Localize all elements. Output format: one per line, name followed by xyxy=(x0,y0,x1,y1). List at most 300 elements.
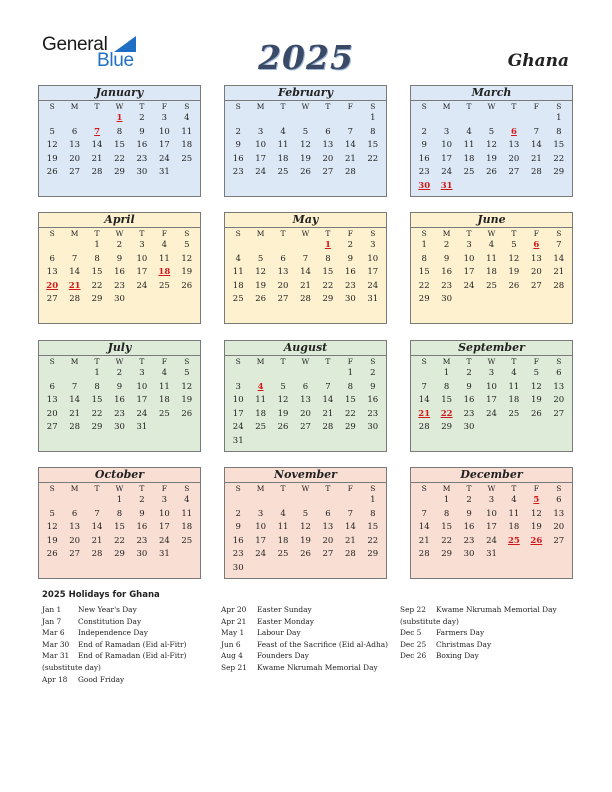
day-blank xyxy=(525,112,547,126)
day-blank xyxy=(339,112,361,126)
day-cell: 1 xyxy=(443,368,450,378)
day-cell: 1 xyxy=(370,495,376,505)
day-cell: 5 xyxy=(184,368,190,378)
day-cell: 1 xyxy=(443,495,450,505)
day-blank xyxy=(272,239,294,253)
day-cell: 17 xyxy=(158,140,170,151)
day-cell: 27 xyxy=(69,167,81,178)
month-february xyxy=(224,85,387,197)
day-cell: 9 xyxy=(116,253,123,264)
month-january xyxy=(38,85,201,197)
day-grid xyxy=(225,356,386,449)
weekday-header: T xyxy=(139,229,145,238)
day-cell: 30 xyxy=(463,422,475,433)
holiday-date: Mar 31 xyxy=(42,651,70,661)
holiday-day: 18 xyxy=(158,267,171,278)
weekday-header: T xyxy=(325,357,331,366)
day-cell: 5 xyxy=(49,126,55,137)
day-cell: 12 xyxy=(300,522,311,533)
day-cell: 23 xyxy=(232,167,244,178)
day-cell: 9 xyxy=(443,253,450,264)
day-cell: 11 xyxy=(158,381,170,392)
day-cell: 13 xyxy=(69,140,81,151)
month-may xyxy=(224,212,387,324)
day-cell: 17 xyxy=(486,395,497,406)
holiday-name: Kwame Nkrumah Memorial Day xyxy=(257,662,378,672)
day-cell: 17 xyxy=(158,522,170,533)
weekday-header: S xyxy=(556,357,562,366)
day-cell: 25 xyxy=(486,280,497,291)
weekday-header: S xyxy=(49,102,55,111)
weekday-header: M xyxy=(256,229,265,238)
day-cell: 5 xyxy=(302,508,309,519)
day-cell: 8 xyxy=(421,253,427,264)
day-cell: 14 xyxy=(69,267,81,278)
month-name: January xyxy=(95,86,144,99)
day-cell: 25 xyxy=(463,167,475,178)
day-cell: 26 xyxy=(508,280,520,291)
day-blank xyxy=(503,112,525,126)
day-cell: 16 xyxy=(114,267,125,278)
holiday-name: Labour Day xyxy=(257,628,301,638)
day-cell: 30 xyxy=(441,294,453,305)
day-blank xyxy=(317,112,339,126)
day-cell: 14 xyxy=(91,140,103,151)
day-cell: 23 xyxy=(463,535,475,546)
day-cell: 16 xyxy=(344,267,356,278)
day-blank xyxy=(63,239,85,253)
day-cell: 26 xyxy=(46,167,58,178)
month-august xyxy=(224,340,387,452)
day-cell: 6 xyxy=(71,126,78,137)
day-cell: 4 xyxy=(488,240,495,250)
day-cell: 7 xyxy=(71,253,78,264)
holiday-day: 22 xyxy=(440,408,453,419)
day-cell: 10 xyxy=(255,140,267,151)
holidays-title: 2025 Holidays for Ghana xyxy=(42,590,160,600)
day-cell: 13 xyxy=(322,522,334,533)
weekday-header: F xyxy=(347,484,353,493)
day-cell: 15 xyxy=(322,267,334,278)
day-cell: 12 xyxy=(181,253,193,264)
weekday-header: S xyxy=(235,484,241,493)
day-cell: 14 xyxy=(91,522,103,533)
weekday-header: W xyxy=(115,102,124,111)
day-cell: 15 xyxy=(91,395,103,406)
weekday-header: S xyxy=(421,484,427,493)
day-cell: 23 xyxy=(344,280,356,291)
day-cell: 19 xyxy=(46,153,58,164)
day-cell: 9 xyxy=(370,381,376,392)
holiday-note: (substitute day) xyxy=(400,616,459,626)
day-blank xyxy=(294,494,316,508)
day-cell: 19 xyxy=(300,535,311,546)
weekday-header: T xyxy=(466,102,472,111)
day-cell: 28 xyxy=(91,167,103,178)
day-cell: 24 xyxy=(158,535,170,546)
day-cell: 18 xyxy=(508,395,520,406)
day-blank xyxy=(227,112,249,126)
day-cell: 9 xyxy=(421,140,427,151)
day-cell: 21 xyxy=(322,408,334,419)
month-september xyxy=(410,340,573,452)
month-name: June xyxy=(477,213,506,226)
day-cell: 9 xyxy=(347,253,354,264)
day-cell: 9 xyxy=(235,522,241,533)
weekday-header: T xyxy=(511,229,517,238)
day-cell: 16 xyxy=(232,535,244,546)
day-cell: 3 xyxy=(257,126,264,137)
day-cell: 23 xyxy=(367,408,379,419)
day-cell: 30 xyxy=(463,549,475,560)
day-cell: 12 xyxy=(46,140,58,151)
holiday-date: Jun 6 xyxy=(221,639,241,649)
day-cell: 18 xyxy=(463,153,475,164)
holiday-date: Jan 7 xyxy=(42,616,62,626)
day-cell: 1 xyxy=(116,495,123,505)
day-blank xyxy=(272,494,294,508)
day-cell: 28 xyxy=(322,422,334,433)
day-cell: 24 xyxy=(158,153,170,164)
day-cell: 9 xyxy=(139,126,145,137)
day-cell: 4 xyxy=(511,368,517,378)
calendar-year: 2025 xyxy=(258,38,354,77)
day-blank xyxy=(294,112,316,126)
weekday-header: S xyxy=(421,357,427,366)
day-cell: 2 xyxy=(466,368,472,378)
day-cell: 4 xyxy=(161,240,168,250)
day-cell: 15 xyxy=(114,522,125,533)
day-cell: 6 xyxy=(302,381,309,392)
day-blank xyxy=(227,494,249,508)
day-cell: 5 xyxy=(280,381,286,392)
day-cell: 16 xyxy=(136,140,148,151)
day-cell: 22 xyxy=(553,153,565,164)
day-cell: 15 xyxy=(441,395,453,406)
day-cell: 27 xyxy=(300,422,311,433)
day-cell: 12 xyxy=(508,253,520,264)
day-blank xyxy=(413,367,435,381)
day-cell: 22 xyxy=(367,535,379,546)
day-cell: 7 xyxy=(421,508,427,519)
day-cell: 15 xyxy=(441,522,453,533)
holiday-date: Apr 18 xyxy=(42,674,68,684)
day-cell: 23 xyxy=(114,280,125,291)
holiday-date: Sep 22 xyxy=(400,605,426,614)
day-cell: 11 xyxy=(181,126,193,137)
day-cell: 20 xyxy=(508,153,520,164)
day-cell: 16 xyxy=(463,522,475,533)
weekday-header: T xyxy=(94,229,100,238)
day-cell: 17 xyxy=(367,267,379,278)
weekday-header: S xyxy=(370,102,376,111)
day-cell: 22 xyxy=(322,280,334,291)
day-cell: 27 xyxy=(46,294,58,305)
day-blank xyxy=(249,239,271,253)
day-cell: 12 xyxy=(181,381,193,392)
day-cell: 26 xyxy=(486,167,497,178)
day-cell: 8 xyxy=(94,381,100,392)
day-cell: 24 xyxy=(136,408,148,419)
day-cell: 12 xyxy=(530,508,542,519)
weekday-header: T xyxy=(466,229,472,238)
day-cell: 24 xyxy=(486,408,497,419)
day-cell: 29 xyxy=(322,294,334,305)
day-cell: 3 xyxy=(139,240,145,250)
weekday-header: M xyxy=(70,102,79,111)
day-grid xyxy=(411,483,572,562)
holiday-date: Jan 1 xyxy=(42,605,62,614)
holiday-day: 6 xyxy=(510,126,517,137)
day-cell: 23 xyxy=(232,549,244,560)
day-cell: 17 xyxy=(255,153,267,164)
day-cell: 11 xyxy=(181,508,193,519)
day-cell: 23 xyxy=(136,153,148,164)
day-cell: 4 xyxy=(466,126,472,137)
day-cell: 3 xyxy=(235,381,241,392)
day-cell: 7 xyxy=(302,253,309,264)
holiday-date: Mar 30 xyxy=(42,639,70,649)
holiday-name: Independence Day xyxy=(78,628,148,638)
weekday-header: S xyxy=(556,229,562,238)
day-cell: 22 xyxy=(114,153,125,164)
generalblue-logo xyxy=(42,34,142,74)
day-cell: 2 xyxy=(116,368,123,378)
day-cell: 28 xyxy=(344,549,356,560)
day-grid xyxy=(225,228,386,307)
day-cell: 13 xyxy=(530,253,542,264)
weekday-header: T xyxy=(280,484,286,493)
day-blank xyxy=(317,367,339,381)
day-cell: 22 xyxy=(91,408,103,419)
day-cell: 13 xyxy=(322,140,334,151)
holiday-date: May 1 xyxy=(221,628,245,638)
day-cell: 25 xyxy=(277,167,289,178)
day-cell: 22 xyxy=(367,153,379,164)
day-cell: 27 xyxy=(553,535,565,546)
day-cell: 22 xyxy=(418,280,430,291)
day-cell: 3 xyxy=(488,495,495,505)
day-cell: 21 xyxy=(344,153,356,164)
day-cell: 30 xyxy=(232,562,244,573)
weekday-header: T xyxy=(280,357,286,366)
weekday-header: S xyxy=(235,357,241,366)
weekday-header: F xyxy=(347,102,353,111)
day-cell: 18 xyxy=(181,522,193,533)
day-cell: 6 xyxy=(556,495,562,505)
day-cell: 27 xyxy=(508,167,520,178)
day-cell: 21 xyxy=(344,535,356,546)
day-cell: 13 xyxy=(69,522,81,533)
day-cell: 24 xyxy=(486,535,497,546)
day-blank xyxy=(41,112,63,126)
day-cell: 4 xyxy=(184,113,190,123)
day-cell: 1 xyxy=(556,113,562,123)
day-cell: 25 xyxy=(158,408,170,419)
day-cell: 1 xyxy=(347,368,354,378)
day-cell: 11 xyxy=(277,522,289,533)
day-cell: 7 xyxy=(556,240,562,250)
weekday-header: T xyxy=(511,484,517,493)
day-cell: 26 xyxy=(46,549,58,560)
day-cell: 14 xyxy=(322,395,334,406)
holiday-name: Easter Sunday xyxy=(257,605,312,614)
day-cell: 14 xyxy=(69,395,81,406)
day-cell: 3 xyxy=(257,508,264,519)
day-cell: 10 xyxy=(158,508,170,519)
day-cell: 23 xyxy=(463,408,475,419)
holiday-name: End of Ramadan (Eid al-Fitr) xyxy=(78,639,187,649)
day-cell: 29 xyxy=(553,167,565,178)
day-cell: 21 xyxy=(418,535,430,546)
day-cell: 8 xyxy=(556,126,562,137)
holiday-day: 21 xyxy=(68,280,81,291)
day-cell: 21 xyxy=(300,280,311,291)
day-cell: 10 xyxy=(158,126,170,137)
weekday-header: T xyxy=(139,484,145,493)
holiday-note: (substitute day) xyxy=(42,662,101,672)
day-cell: 1 xyxy=(94,240,100,250)
day-cell: 14 xyxy=(300,267,311,278)
day-cell: 15 xyxy=(367,140,379,151)
weekday-header: T xyxy=(511,357,517,366)
weekday-header: S xyxy=(235,102,241,111)
day-cell: 8 xyxy=(443,508,450,519)
holiday-date: Aug 4 xyxy=(221,651,243,661)
day-cell: 3 xyxy=(370,240,376,250)
day-cell: 17 xyxy=(232,408,244,419)
month-october xyxy=(38,467,201,579)
weekday-header: S xyxy=(421,102,427,111)
country-name: Ghana xyxy=(507,51,569,71)
holiday-date: Mar 6 xyxy=(42,628,65,638)
day-cell: 19 xyxy=(508,267,520,278)
day-cell: 2 xyxy=(466,495,472,505)
day-blank xyxy=(317,494,339,508)
day-cell: 28 xyxy=(553,280,565,291)
weekday-header: M xyxy=(256,357,265,366)
day-cell: 26 xyxy=(255,294,267,305)
day-cell: 31 xyxy=(158,549,170,560)
day-blank xyxy=(63,367,85,381)
day-cell: 16 xyxy=(418,153,430,164)
holiday-name: Feast of the Sacrifice (Eid al-Adha) xyxy=(257,639,389,649)
holiday-day: 21 xyxy=(418,408,431,419)
day-cell: 20 xyxy=(46,408,58,419)
day-cell: 8 xyxy=(116,126,123,137)
day-cell: 9 xyxy=(466,508,472,519)
day-cell: 25 xyxy=(255,422,267,433)
day-cell: 27 xyxy=(46,422,58,433)
day-cell: 3 xyxy=(488,368,495,378)
day-cell: 29 xyxy=(91,294,103,305)
day-cell: 14 xyxy=(418,395,430,406)
day-cell: 30 xyxy=(114,422,125,433)
day-cell: 12 xyxy=(46,522,58,533)
day-cell: 25 xyxy=(158,280,170,291)
day-cell: 8 xyxy=(325,253,331,264)
day-cell: 19 xyxy=(181,395,193,406)
day-cell: 10 xyxy=(232,395,244,406)
month-name: December xyxy=(460,468,523,481)
day-cell: 27 xyxy=(322,549,334,560)
weekday-header: T xyxy=(139,102,145,111)
day-cell: 30 xyxy=(344,294,356,305)
day-cell: 2 xyxy=(347,240,354,250)
weekday-header: T xyxy=(325,229,331,238)
day-cell: 13 xyxy=(553,508,565,519)
day-cell: 4 xyxy=(280,126,286,137)
day-cell: 16 xyxy=(441,267,453,278)
day-cell: 7 xyxy=(325,381,331,392)
month-name: November xyxy=(274,468,337,481)
weekday-header: S xyxy=(235,229,241,238)
day-cell: 11 xyxy=(508,508,520,519)
weekday-header: W xyxy=(301,229,310,238)
day-cell: 26 xyxy=(181,280,193,291)
day-cell: 4 xyxy=(280,508,286,519)
day-cell: 5 xyxy=(257,253,264,264)
day-cell: 28 xyxy=(300,294,311,305)
day-cell: 2 xyxy=(421,126,427,137)
day-cell: 30 xyxy=(136,167,148,178)
day-cell: 7 xyxy=(94,508,100,519)
weekday-header: M xyxy=(442,102,451,111)
day-cell: 18 xyxy=(277,153,289,164)
day-cell: 14 xyxy=(530,140,542,151)
day-cell: 1 xyxy=(421,240,427,250)
holiday-day: 5 xyxy=(533,495,540,505)
month-march xyxy=(410,85,573,197)
day-cell: 19 xyxy=(486,153,497,164)
day-cell: 24 xyxy=(255,549,267,560)
day-cell: 7 xyxy=(421,381,427,392)
weekday-header: W xyxy=(487,484,496,493)
day-cell: 2 xyxy=(443,240,450,250)
day-cell: 13 xyxy=(553,381,565,392)
day-cell: 26 xyxy=(277,422,289,433)
day-cell: 18 xyxy=(232,280,244,291)
day-cell: 10 xyxy=(441,140,453,151)
day-blank xyxy=(458,112,480,126)
month-april xyxy=(38,212,201,324)
holiday-day: 25 xyxy=(508,535,520,546)
day-cell: 21 xyxy=(91,535,103,546)
weekday-header: F xyxy=(533,484,539,493)
day-cell: 21 xyxy=(530,153,542,164)
day-cell: 5 xyxy=(511,240,517,250)
day-cell: 11 xyxy=(486,253,497,264)
logo-text-blue: Blue xyxy=(97,50,134,71)
holiday-day: 20 xyxy=(46,280,59,291)
day-cell: 29 xyxy=(367,549,379,560)
day-cell: 8 xyxy=(370,126,376,137)
day-cell: 5 xyxy=(302,126,309,137)
weekday-header: T xyxy=(466,357,472,366)
day-cell: 1 xyxy=(370,113,376,123)
day-cell: 22 xyxy=(441,535,453,546)
day-grid xyxy=(411,356,572,435)
day-cell: 2 xyxy=(139,495,145,505)
holiday-name: Christmas Day xyxy=(436,639,492,649)
day-blank xyxy=(227,239,249,253)
weekday-header: T xyxy=(94,357,100,366)
weekday-header: F xyxy=(161,229,167,238)
day-cell: 20 xyxy=(69,153,81,164)
day-cell: 22 xyxy=(114,535,125,546)
day-cell: 20 xyxy=(69,535,81,546)
day-cell: 27 xyxy=(322,167,334,178)
